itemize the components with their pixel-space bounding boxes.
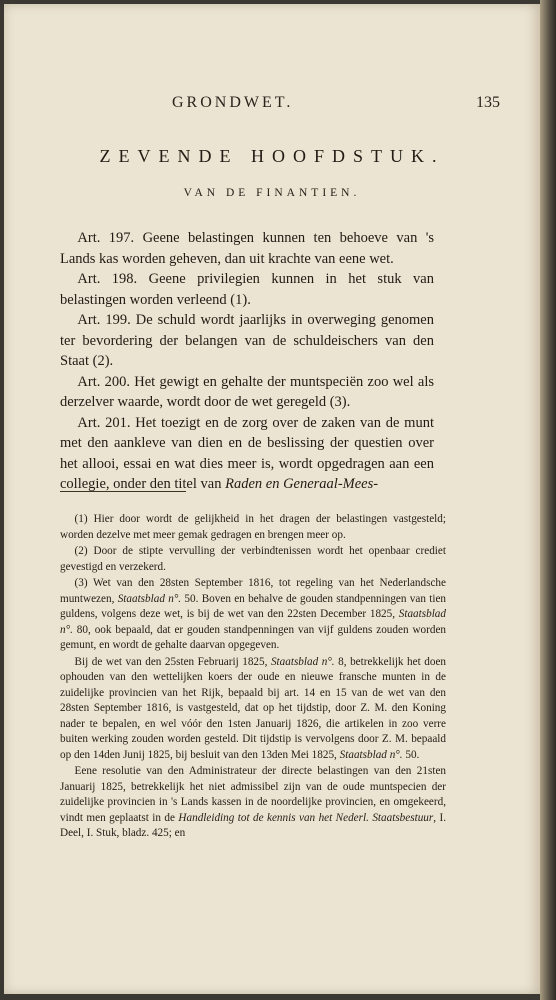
article-201 bbox=[60, 413, 434, 495]
footnote-3-continued bbox=[60, 655, 446, 764]
footnote-text: 50. Boven en behalve de gouden standpenningen van tien guldens, volgens deze wet, is bij de wet van den 22sten December 1825, bbox=[60, 592, 447, 620]
book-page bbox=[4, 4, 540, 994]
article-label: Art. 198. bbox=[77, 271, 138, 287]
footnote-ref: Staatsblad n°. bbox=[60, 608, 446, 636]
article-198 bbox=[60, 269, 434, 310]
section-title: VAN DE FINANTIEN. bbox=[183, 187, 361, 199]
running-head bbox=[64, 94, 500, 116]
footnote-text: Bij de wet van den 25sten Februarij 1825, bbox=[74, 655, 268, 668]
running-title: GRONDWET. bbox=[172, 94, 294, 111]
article-text: De schuld wordt jaarlijks in overweging genomen ter bevordering der belangen van de schuldeischers van den Staat (2). bbox=[60, 312, 434, 369]
article-label: Art. 199. bbox=[77, 312, 131, 328]
footnote-text: (3) Wet van den 28sten September 1816, tot regeling van het Nederlandsche muntwezen, bbox=[60, 577, 446, 605]
footnote-ref: Staatsblad n°. bbox=[117, 592, 182, 605]
article-200 bbox=[60, 372, 434, 413]
footnote-2: (2) Door de stipte vervulling der verbindtenissen wordt het openbaar crediet gevestigd en verzekerd. bbox=[60, 545, 446, 573]
footnote-text: 80, ook bepaald, dat er gouden standpenningen van vijf guldens zouden worden gemunt, en wordt de gehalte daarvan opgegeven. bbox=[60, 623, 447, 651]
article-text: Het toezigt en de zorg over de zaken van de munt met den aankleve van dien en de beslissing der questien over het allooi, essai en wat dies meer is, wordt opgedragen aan een collegie, onder den titel van bbox=[60, 414, 434, 492]
footnotes bbox=[60, 512, 446, 843]
articles-body bbox=[60, 228, 434, 495]
footnote-divider bbox=[60, 491, 186, 492]
article-text: Geene privilegien kunnen in het stuk van belastingen worden verleend (1). bbox=[60, 271, 434, 308]
article-label: Art. 201. bbox=[77, 414, 131, 431]
article-label: Art. 197. bbox=[77, 230, 135, 246]
footnote-text: 50. bbox=[405, 748, 420, 761]
footnote-text: 8, betrekkelijk het doen ophouden van den wettelijken koers der oude en nieuwe fransche munten in de zuidelijke provincien van het Rijk, bepaald bij art. 14 en 15 van de wet van den 28sten September 1816, is vastgesteld, dat op het tijdstip, door Z. M. den Koning nader te bepalen, en wel vóór den 1sten Januarij 1826, die artikelen in zoo verre buiten werking zouden worden gesteld. Dit tijdstip is vervolgens door Z. M. bepaald op den 14den Junij 1825, bij besluit van den 13den Mei 1825, bbox=[60, 655, 447, 761]
article-text: Het gewigt en gehalte der muntspeciën zoo wel als derzelver waarde, wordt door de wet geregeld (3). bbox=[60, 373, 435, 410]
footnote-text: , I. Deel, I. Stuk, bladz. 425; en bbox=[60, 811, 446, 839]
page-number: 135 bbox=[476, 94, 500, 111]
footnote-3 bbox=[60, 576, 446, 654]
footnote-3-resolution bbox=[60, 764, 446, 842]
footnote-text: Eene resolutie van den Administrateur der directe belastingen van den 21sten Januarij 1825, betrekkelijk het niet admissibel zijn van de oude muntspecien der zuidelijke provincien in 's Lands kassen in de noordelijke provincien, en omgekeerd, vindt men geplaatst in de bbox=[60, 765, 446, 824]
footnote-ref: Handleiding tot de kennis van het Nederl. Staatsbestuur bbox=[178, 811, 434, 824]
article-text: Geene belastingen kunnen ten behoeve van 's Lands kas worden geheven, dan uit krachte van eene wet. bbox=[60, 230, 434, 267]
article-197 bbox=[60, 228, 434, 269]
chapter-title: ZEVENDE HOOFDSTUK. bbox=[99, 146, 445, 166]
book-page-edge bbox=[540, 0, 556, 1000]
footnote-ref: Staatsblad n°. bbox=[270, 655, 335, 668]
article-199 bbox=[60, 310, 434, 372]
article-italic-tail: Raden en Generaal-Mees- bbox=[225, 476, 379, 492]
article-label: Art. 200. bbox=[77, 373, 130, 390]
footnote-1: (1) Hier door wordt de gelijkheid in het dragen der belastingen vastgesteld; worden dezelve met meer gemak gedragen en brengen meer op. bbox=[60, 513, 446, 541]
footnote-ref: Staatsblad n°. bbox=[339, 748, 403, 761]
